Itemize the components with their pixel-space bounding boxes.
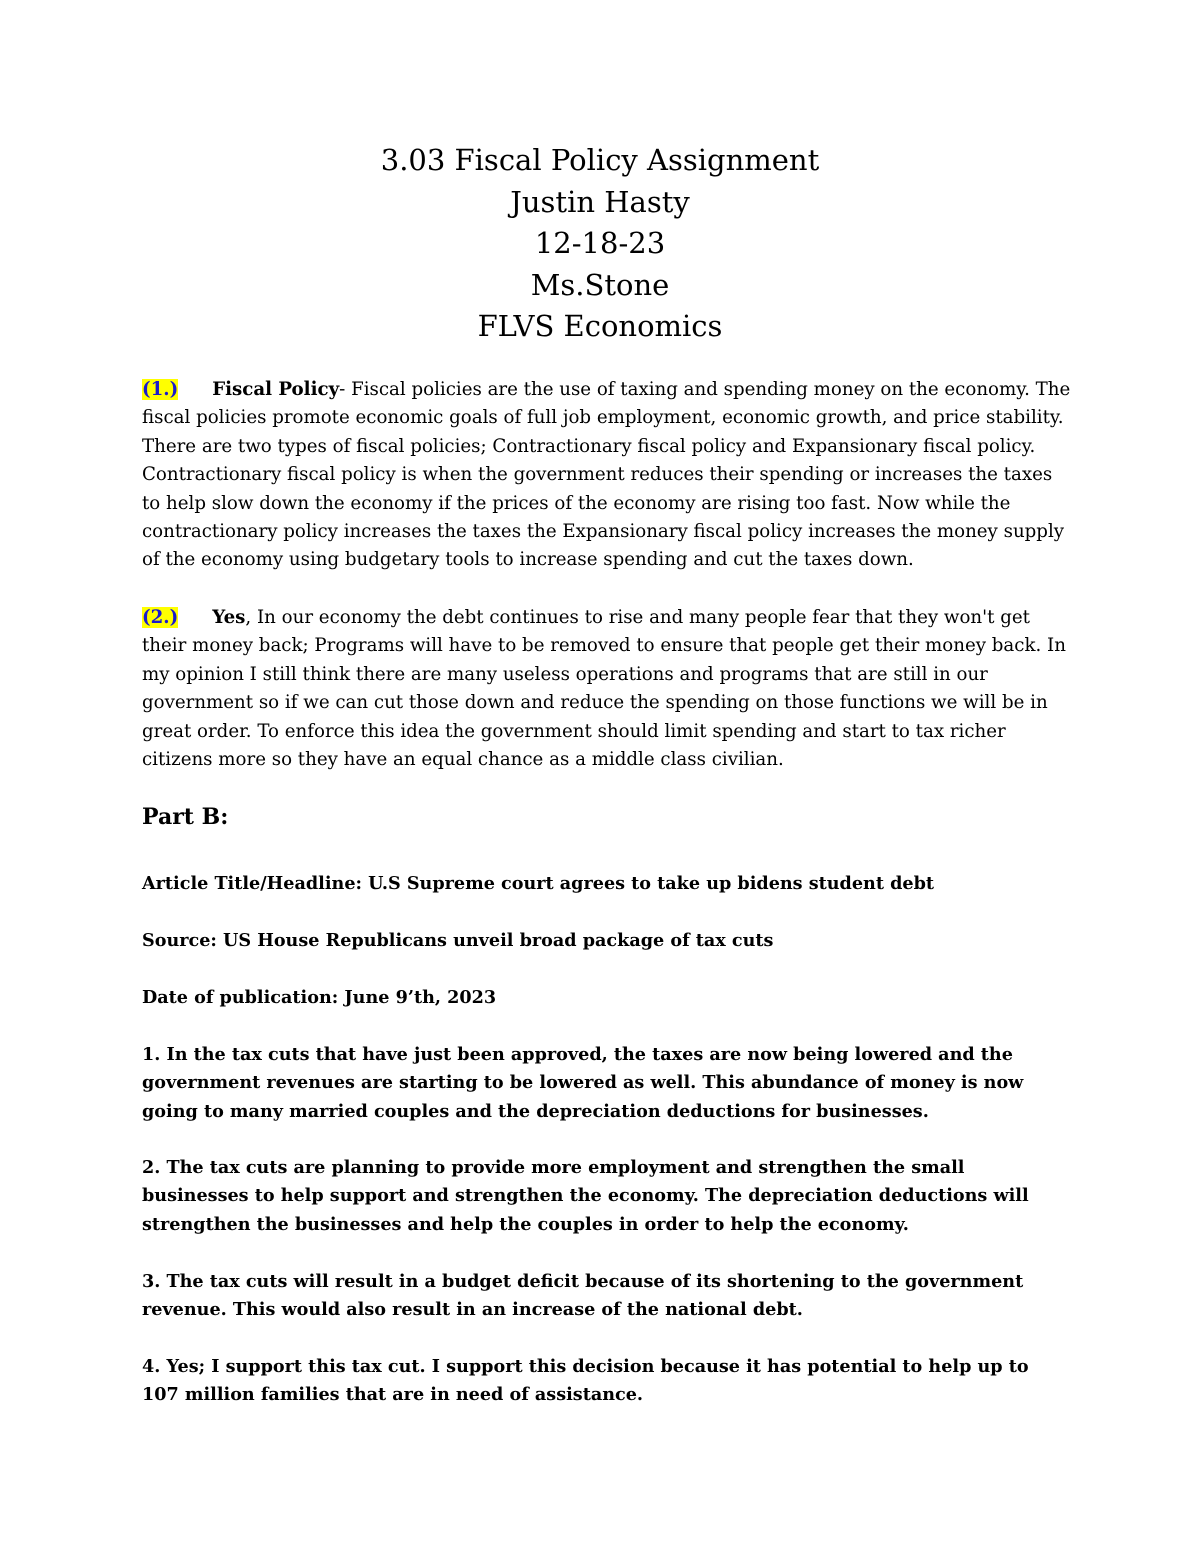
part-b-answer-3: 3. The tax cuts will result in a budget deficit because of its shortening to the government revenue. This would also result in an increase of the national debt. [142, 1271, 1024, 1321]
answer-paragraph-2 [142, 604, 1072, 774]
article-title-line: Article Title/Headline: U.S Supreme court agrees to take up bidens student debt [142, 873, 935, 894]
answer-number-2: (2.) [142, 607, 179, 628]
source-line: Source: US House Republicans unveil broad package of tax cuts [142, 930, 774, 951]
assignment-date: 12-18-23 [534, 226, 666, 260]
document-header [0, 140, 1200, 348]
assignment-title: 3.03 Fiscal Policy Assignment [380, 143, 820, 177]
part-b-answer-2: 2. The tax cuts are planning to provide more employment and strengthen the small businesses to help support and strengthen the economy. The depreciation deductions will strengthen the businesses and help the couples in order to help the economy. [142, 1157, 1029, 1235]
student-name: Justin Hasty [510, 184, 690, 219]
answer-text-2: , In our economy the debt continues to rise and many people fear that they won't get their money back; Programs will have to be removed to ensure that people get their money back. In my opinion I still think there are many useless operations and programs that are still in our government so if we can cut those down and reduce the spending on those functions we will be in great order. To enforce this idea the government should limit spending and start to tax richer citizens more so they have an equal chance as a middle class civilian. [142, 607, 1066, 771]
answer-lead-1: Fiscal Policy [212, 379, 340, 400]
answer-number-1: (1.) [142, 379, 179, 400]
publication-date-line: Date of publication: June 9’th, 2023 [142, 987, 497, 1008]
answer-text-1: - Fiscal policies are the use of taxing and spending money on the economy. The fiscal policies promote economic goals of full job employment, economic growth, and price stability. There are two types of fiscal policies; Contractionary fiscal policy and Expansionary fiscal policy. Contractionary fiscal policy is when the government reduces their spending or increases the taxes to help slow down the economy if the prices of the economy are rising too fast. Now while the contractionary policy increases the taxes the Expansionary fiscal policy increases the money supply of the economy using budgetary tools to increase spending and cut the taxes down. [142, 379, 1071, 571]
answer-paragraph-1 [142, 376, 1072, 575]
teacher-name: Ms.Stone [530, 267, 670, 302]
course-name: FLVS Economics [477, 309, 723, 343]
answer-lead-2: Yes [212, 607, 246, 628]
part-b-answer-4: 4. Yes; I support this tax cut. I support this decision because it has potential to help up to 107 million families that are in need of assistance. [142, 1356, 1029, 1406]
part-b-answer-1: 1. In the tax cuts that have just been approved, the taxes are now being lowered and the government revenues are starting to be lowered as well. This abundance of money is now going to many married couples and the depreciation deductions for businesses. [142, 1044, 1024, 1122]
part-b-heading: Part B: [142, 804, 229, 830]
